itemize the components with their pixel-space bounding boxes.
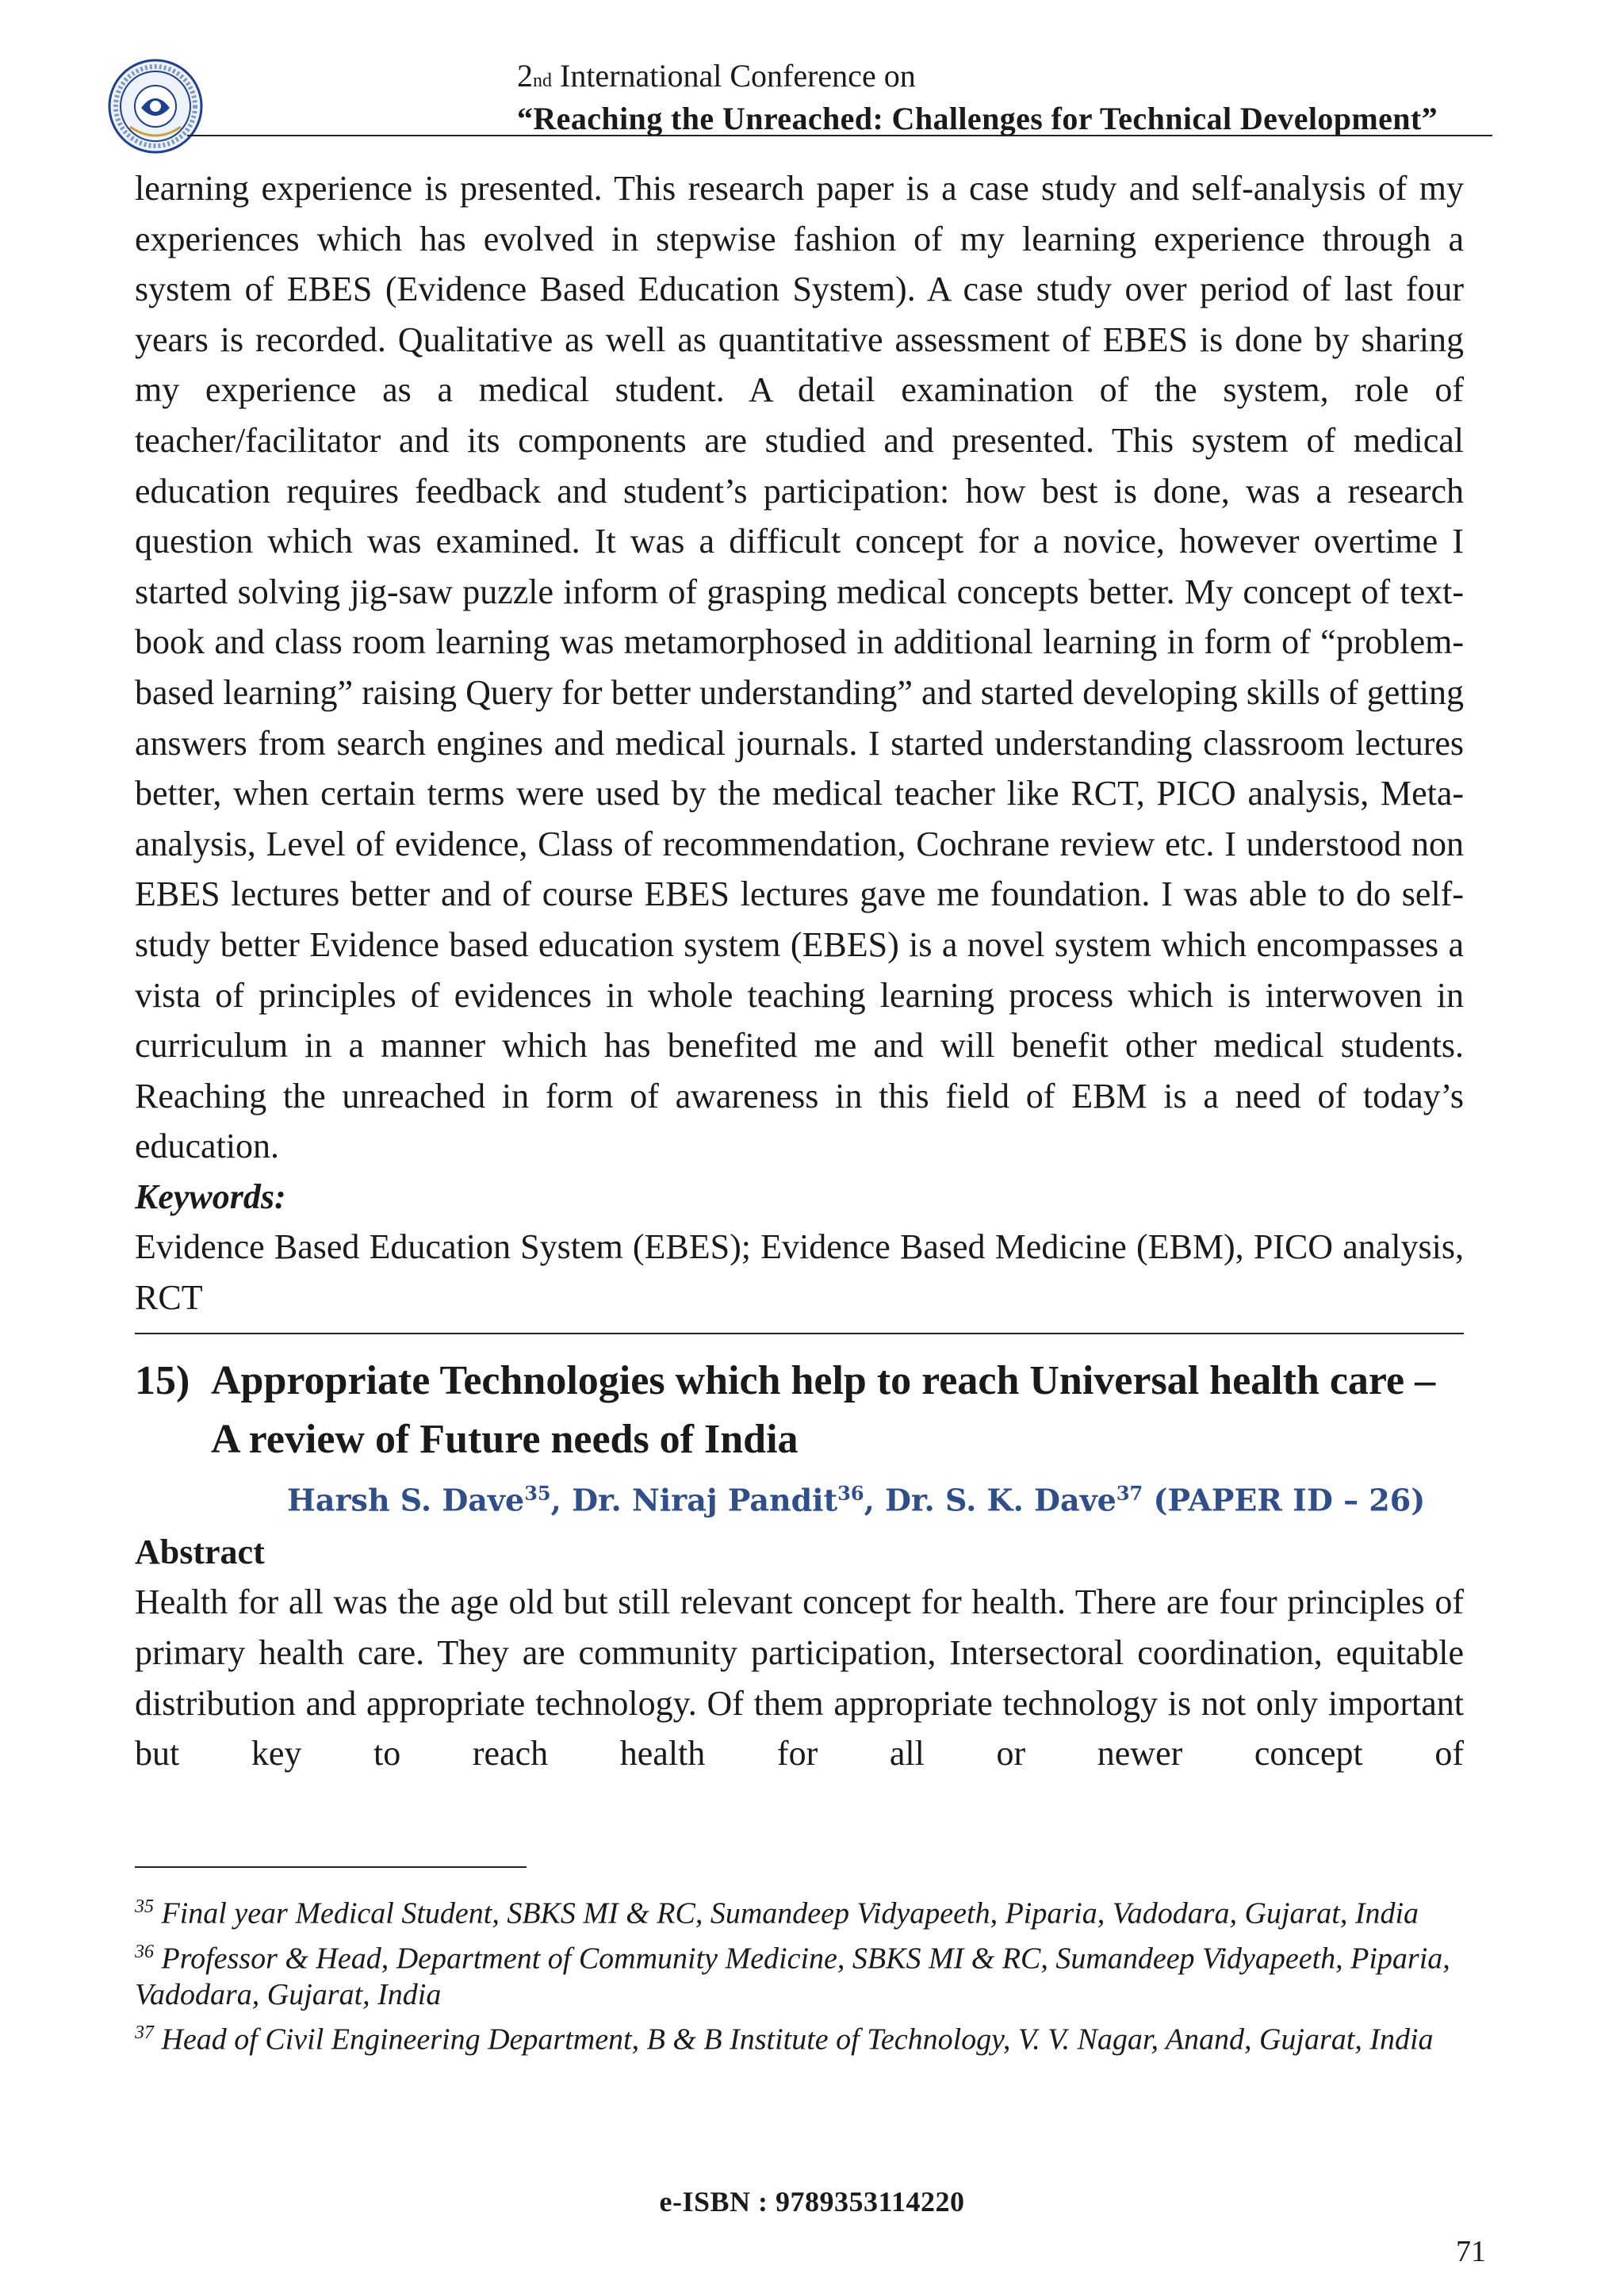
footnotes: [135, 1888, 1464, 2060]
header-rule: [187, 135, 1492, 136]
footnote-text: Head of Civil Engineering Department, B & B Institute of Technology, V. V. Nagar, Anand, Gujarat, India: [161, 2022, 1434, 2057]
author-ref: 35: [524, 1481, 551, 1505]
section-divider: [135, 1333, 1464, 1334]
author-ref: 36: [837, 1481, 864, 1505]
abstract-label: Abstract: [135, 1533, 265, 1572]
author-separator: [1143, 1482, 1153, 1517]
main-content: [135, 163, 1464, 1779]
author-line: [287, 1469, 1464, 1525]
ordinal-suffix: nd: [533, 71, 552, 91]
footnote-text: Final year Medical Student, SBKS MI & RC, Sumandeep Vidyapeeth, Piparia, Vadodara, Gujarat, India: [161, 1896, 1419, 1931]
paper-id: (PAPER ID – 26): [1153, 1482, 1426, 1518]
conference-name: International Conference on: [560, 58, 916, 94]
footnote-ref: 35: [135, 1896, 154, 1917]
footnote: [135, 1934, 1464, 2014]
isbn: e-ISBN : 9789353114220: [659, 2186, 965, 2218]
abstract-text: Health for all was the age old but still relevant concept for health. There are four principles of primary health care. They are community participation, Intersectoral coordination, equitable distribution and appropriate technology. Of them appropriate technology is not only important but key to reach health for all or newer concept of: [135, 1582, 1464, 1774]
abstract-continuation: learning experience is presented. This research paper is a case study and self-analysis of my experiences which has evolved in stepwise fashion of my learning experience through a system of EBES (Evidence Based Education System). A case study over period of last four years is recorded. Qualitative as well as quantitative assessment of EBES is done by sharing my experience as a medical student. A detail examination of the system, role of teacher/facilitator and its components are studied and presented. This system of medical education requires feedback and student’s participation: how best is done, was a research question which was examined. It was a difficult concept for a novice, however overtime I started solving jig-saw puzzle inform of grasping medical concepts better. My concept of text-book and class room learning was metamorphosed in additional learning in form of “problem-based learning” raising Query for better understanding” and started developing skills of getting answers from search engines and medical journals. I started understanding classroom lectures better, when certain terms were used by the medical teacher like RCT, PICO analysis, Meta-analysis, Level of evidence, Class of recommendation, Cochrane review etc. I understood non EBES lectures better and of course EBES lectures gave me foundation. I was able to do self-study better Evidence based education system (EBES) is a novel system which encompasses a vista of principles of evidences in whole teaching learning process which is interwoven in curriculum in a manner which has benefited me and will benefit other medical students. Reaching the unreached in form of awareness in this field of EBM is a need of today’s education.: [135, 169, 1464, 1166]
conference-title-line: [517, 57, 1492, 100]
keywords-label: Keywords:: [135, 1177, 286, 1216]
footnote-text: Professor & Head, Department of Community Medicine, SBKS MI & RC, Sumandeep Vidyapeeth, Piparia, Vadodara, Gujarat, India: [135, 1942, 1450, 2012]
footnote: [135, 2015, 1464, 2058]
author-name: Harsh S. Dave: [287, 1482, 525, 1518]
author-ref: 37: [1116, 1481, 1143, 1505]
author-separator: ,: [864, 1482, 886, 1518]
footnote-rule: [135, 1866, 527, 1868]
conference-logo: [106, 57, 205, 155]
running-header: [517, 57, 1492, 138]
conference-theme: “Reaching the Unreached: Challenges for Technical Development”: [517, 101, 1438, 136]
keywords-text: Evidence Based Education System (EBES); Evidence Based Medicine (EBM), PICO analysis, RCT: [135, 1227, 1464, 1318]
author-name: Dr. Niraj Pandit: [572, 1482, 838, 1518]
footnote-ref: 36: [135, 1941, 154, 1962]
page-number: 71: [1456, 2235, 1486, 2268]
author-separator: ,: [550, 1482, 573, 1518]
section-number: 15): [135, 1357, 190, 1403]
ordinal-number: 2: [517, 58, 533, 94]
footnote: [135, 1888, 1464, 1932]
section-heading: [135, 1352, 1464, 1469]
footnote-ref: 37: [135, 2022, 154, 2044]
section-title: Appropriate Technologies which help to reach Universal health care – A review of Future needs of India: [211, 1357, 1436, 1462]
author-name: Dr. S. K. Dave: [885, 1482, 1116, 1518]
seal-icon: [106, 57, 205, 155]
